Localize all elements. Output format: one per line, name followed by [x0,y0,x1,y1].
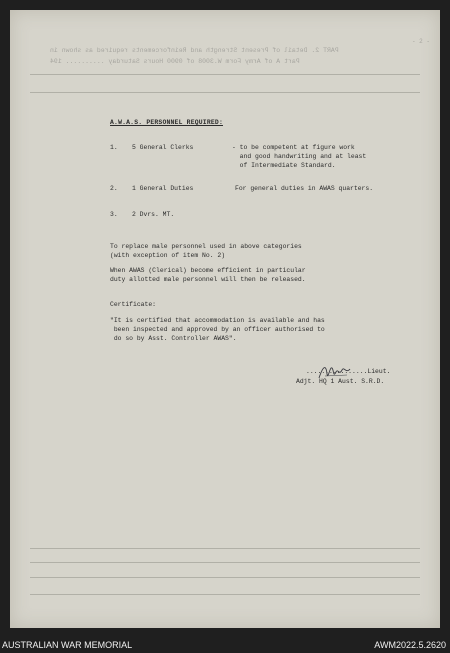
ruled-line [30,562,420,563]
ruled-line [30,548,420,549]
item-3-number: 3. [110,211,118,218]
item-2-text: 1 General Duties [132,185,194,192]
note-replace-male-personnel: To replace male personnel used in above categories (with exception of item No. 2) [110,243,302,259]
item-3-text: 2 Dvrs. MT. [132,211,175,218]
ruled-line [30,74,420,75]
signature-line: ................Lieut. [306,368,391,375]
footer-institution: AUSTRALIAN WAR MEMORIAL [2,640,133,650]
note-awas-efficient: When AWAS (Clerical) become efficient in particular duty allotted male personnel will then be released. [110,267,306,283]
ruled-line [30,594,420,595]
section-heading: A.W.A.S. PERSONNEL REQUIRED: [110,119,223,126]
ruled-line [30,577,420,578]
bleed-through-line-2: Part A of Army Form W.3008 of 0900 Hours Saturday .......... 194 [50,58,300,65]
item-1-text: 5 General Clerks [132,144,194,151]
document-page [10,10,440,628]
bleed-through-line-1: PART 2. Detail of Present Strength and Reinforcements required as shown in [50,47,339,54]
item-2-detail: For general duties in AWAS quarters. [235,185,374,192]
footer-accession-number: AWM2022.5.2620 [374,640,446,650]
item-1-number: 1. [110,144,118,151]
certificate-heading: Certificate: [110,301,157,308]
item-1-detail: - to be competent at figure work and good handwriting and at least of Intermediate Standard. [232,144,367,169]
bleed-corner-text: - 2 - [411,38,430,45]
certificate-text: "It is certified that accommodation is available and has been inspected and approved by an officer authorised to do so by Asst. Controller AWAS". [110,317,325,342]
footer-bar [0,638,450,653]
ruled-line [30,92,420,93]
item-2-number: 2. [110,185,118,192]
signature-title: Adjt. HQ 1 Aust. S.R.D. [296,378,385,385]
